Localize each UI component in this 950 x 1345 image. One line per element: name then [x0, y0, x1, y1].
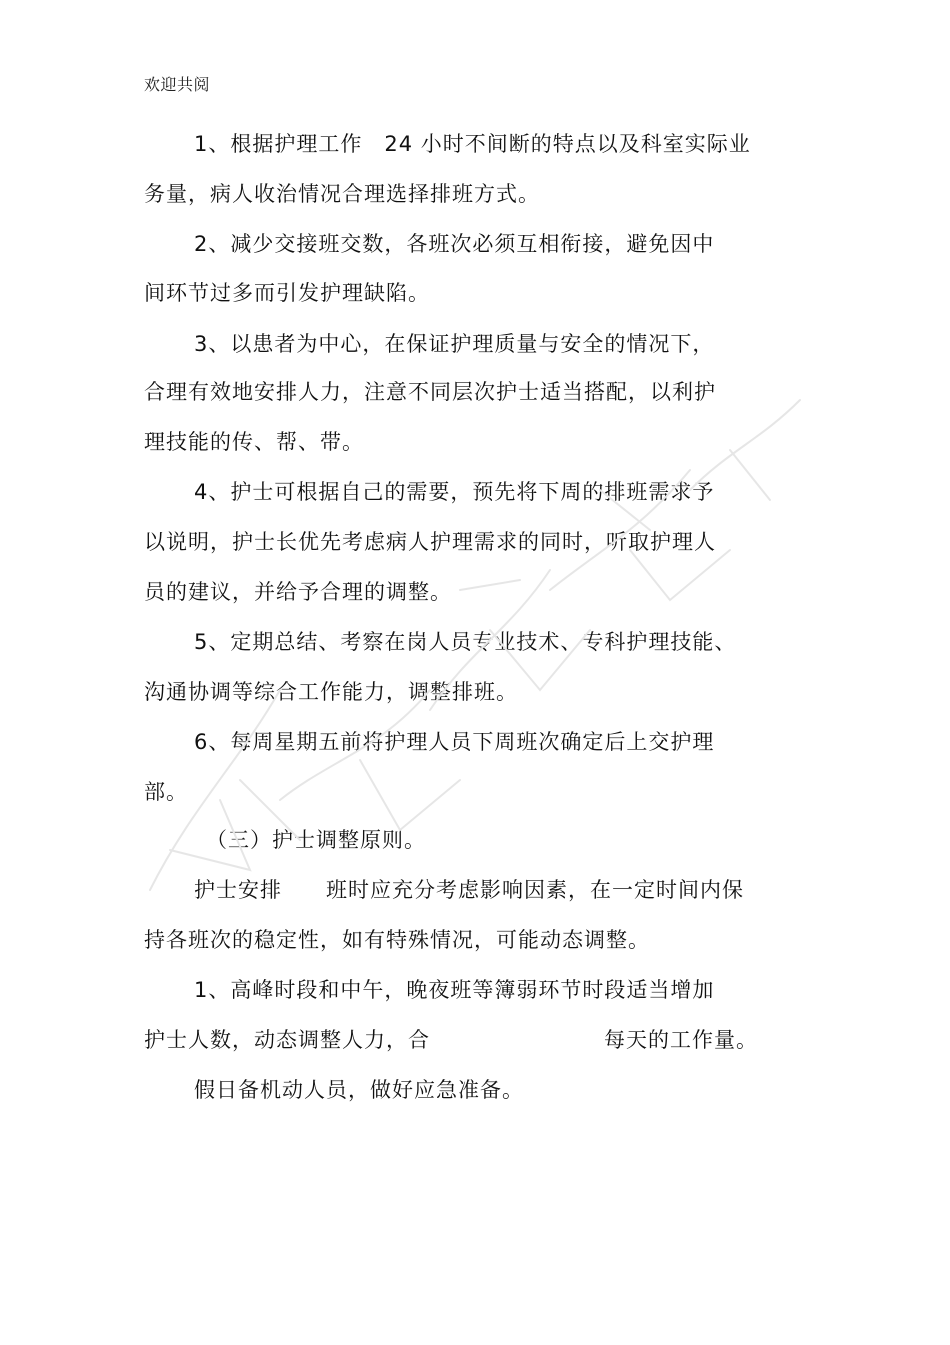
- section-heading: （三）护士调整原则。: [206, 828, 426, 852]
- paragraph-line: 4、护士可根据自己的需要，预先将下周的排班需求予: [194, 480, 715, 504]
- page-header: 欢迎共阅: [144, 75, 211, 94]
- paragraph-line: 1、根据护理工作 24 小时不间断的特点以及科室实际业: [194, 132, 751, 156]
- paragraph-line: 护士安排 班时应充分考虑影响因素，在一定时间内保: [194, 878, 744, 902]
- paragraph-line: 护士人数，动态调整人力，合: [144, 1028, 430, 1052]
- paragraph-line: 每天的工作量。: [604, 1028, 758, 1052]
- paragraph-line: 6、每周星期五前将护理人员下周班次确定后上交护理: [194, 730, 715, 754]
- paragraph-line: 假日备机动人员，做好应急准备。: [194, 1078, 524, 1102]
- paragraph-line: 部。: [144, 780, 188, 804]
- paragraph-line: 持各班次的稳定性，如有特殊情况，可能动态调整。: [144, 928, 650, 952]
- paragraph-line: 1、高峰时段和中午，晚夜班等簿弱环节时段适当增加: [194, 978, 715, 1002]
- paragraph-line: 理技能的传、帮、带。: [144, 430, 364, 454]
- paragraph-line: 以说明，护士长优先考虑病人护理需求的同时，听取护理人: [144, 530, 716, 554]
- paragraph-line: 沟通协调等综合工作能力，调整排班。: [144, 680, 518, 704]
- paragraph-line: 5、定期总结、考察在岗人员专业技术、专科护理技能、: [194, 630, 737, 654]
- paragraph-line: 3、以患者为中心，在保证护理质量与安全的情况下，: [194, 332, 715, 356]
- paragraph-line: 合理有效地安排人力，注意不同层次护士适当搭配，以利护: [144, 380, 716, 404]
- paragraph-line: 间环节过多而引发护理缺陷。: [144, 281, 430, 305]
- paragraph-line: 员的建议，并给予合理的调整。: [144, 580, 452, 604]
- paragraph-line: 2、减少交接班交数，各班次必须互相衔接，避免因中: [194, 232, 715, 256]
- paragraph-line: 务量，病人收治情况合理选择排班方式。: [144, 182, 540, 206]
